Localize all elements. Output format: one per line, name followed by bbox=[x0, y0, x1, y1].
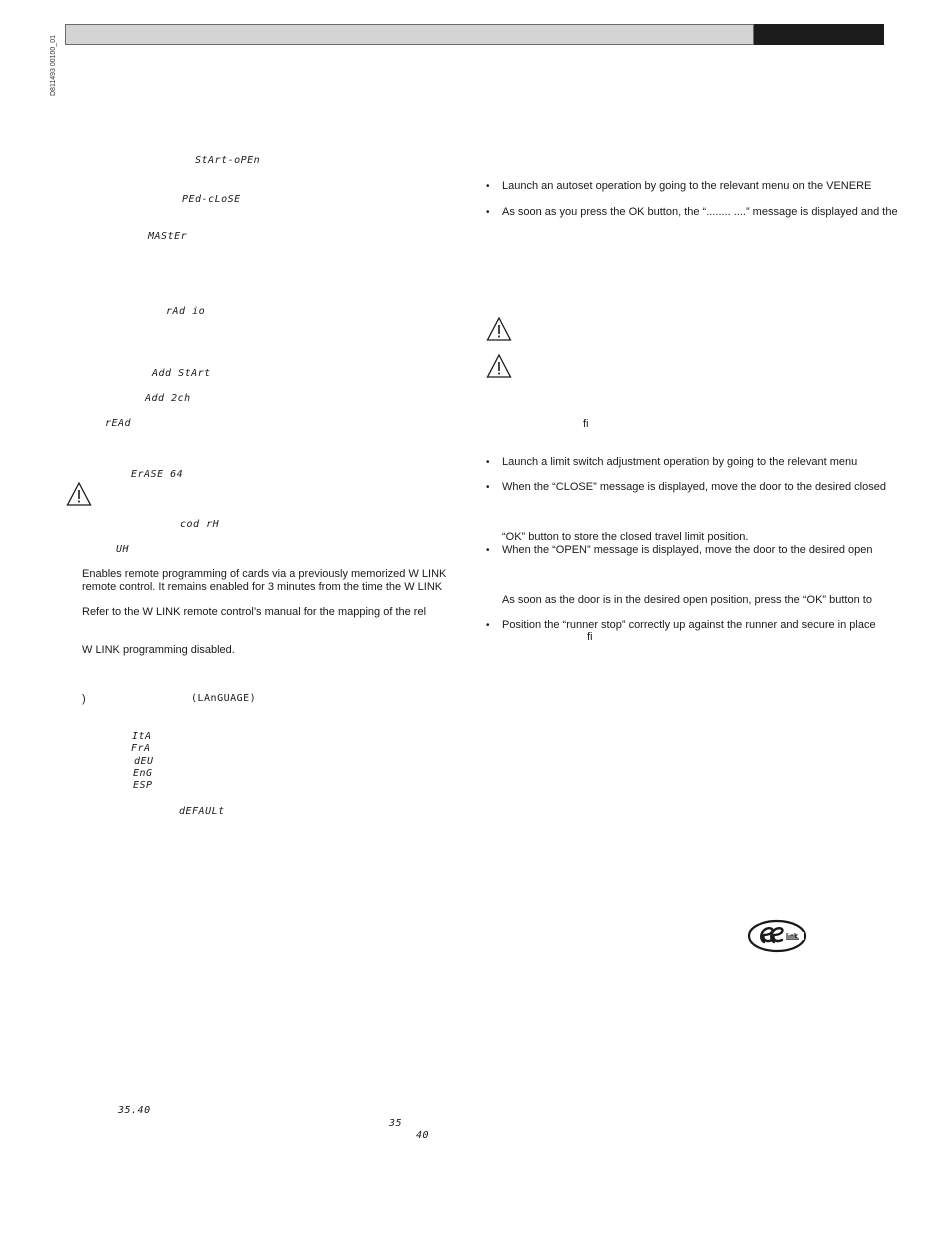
limit-switch-step-2: When the “CLOSE” message is displayed, move the door to the desired closed bbox=[502, 481, 886, 493]
bullet: • bbox=[486, 457, 490, 468]
fi-ligature: ﬁ bbox=[587, 631, 593, 643]
wlink-description-line2: remote control. It remains enabled for 3 minutes from the time the W LINK bbox=[82, 581, 443, 593]
wlink-disabled-text: W LINK programming disabled. bbox=[82, 644, 235, 656]
limit-switch-step-3: When the “OPEN” message is displayed, move the door to the desired open bbox=[502, 544, 873, 556]
bullet: • bbox=[486, 207, 490, 218]
warning-triangle-icon bbox=[486, 316, 512, 342]
display-add-start: Add StArt bbox=[152, 368, 211, 379]
document-code: D811493 00100_01 bbox=[50, 35, 57, 96]
limit-switch-step-3-cont: As soon as the door is in the desired open position, press the “OK” button to bbox=[502, 594, 872, 606]
wlink-description-line1: Enables remote programming of cards via a previously memorized W LINK bbox=[82, 568, 447, 580]
display-start-open: StArt-oPEn bbox=[195, 155, 261, 166]
limit-switch-step-2-cont: “OK” button to store the closed travel limit position. bbox=[502, 531, 749, 543]
display-ped-close: PEd-cLoSE bbox=[182, 194, 241, 205]
header-black-block bbox=[754, 24, 884, 45]
bullet: • bbox=[486, 181, 490, 192]
language-option-ita: ItA bbox=[132, 731, 152, 742]
limit-switch-step-4: Position the “runner stop” correctly up against the runner and secure in place bbox=[502, 619, 876, 631]
language-option-deu: dEU bbox=[134, 756, 154, 767]
display-add-2ch: Add 2ch bbox=[145, 393, 191, 404]
display-default: dEFAULt bbox=[179, 806, 225, 817]
language-option-esp: ESP bbox=[133, 780, 153, 791]
display-radio: rAd io bbox=[166, 306, 206, 317]
display-read: rEAd bbox=[105, 418, 132, 429]
display-value-40: 40 bbox=[416, 1130, 430, 1141]
language-paren: ) bbox=[82, 693, 86, 705]
bullet: • bbox=[486, 545, 490, 556]
limit-switch-step-1: Launch a limit switch adjustment operation by going to the relevant menu bbox=[502, 456, 858, 468]
warning-triangle-icon bbox=[486, 353, 512, 379]
language-option-eng: EnG bbox=[133, 768, 153, 779]
display-cod-rx: cod rH bbox=[180, 519, 220, 530]
display-master: MAStEr bbox=[148, 231, 188, 242]
autoset-step-1: Launch an autoset operation by going to the relevant menu on the VENERE bbox=[502, 180, 872, 192]
fi-ligature: ﬁ bbox=[583, 418, 589, 430]
display-language: (LAnGUAGE) bbox=[191, 693, 257, 704]
display-erase-64: ErASE 64 bbox=[131, 469, 184, 480]
autoset-step-2: As soon as you press the OK button, the “........ ....” message is displayed and the bbox=[502, 206, 898, 218]
bullet: • bbox=[486, 620, 490, 631]
display-value-35: 35 bbox=[389, 1118, 403, 1129]
ee-link-logo bbox=[748, 918, 808, 954]
bullet: • bbox=[486, 482, 490, 493]
warning-triangle-icon bbox=[66, 481, 92, 507]
wlink-manual-reference: Refer to the W LINK remote control’s manual for the mapping of the rel bbox=[82, 606, 427, 618]
language-option-fra: FrA bbox=[131, 743, 151, 754]
header-bar bbox=[65, 24, 754, 45]
display-wx: UH bbox=[116, 544, 130, 555]
display-value-3540: 35.40 bbox=[118, 1105, 151, 1116]
